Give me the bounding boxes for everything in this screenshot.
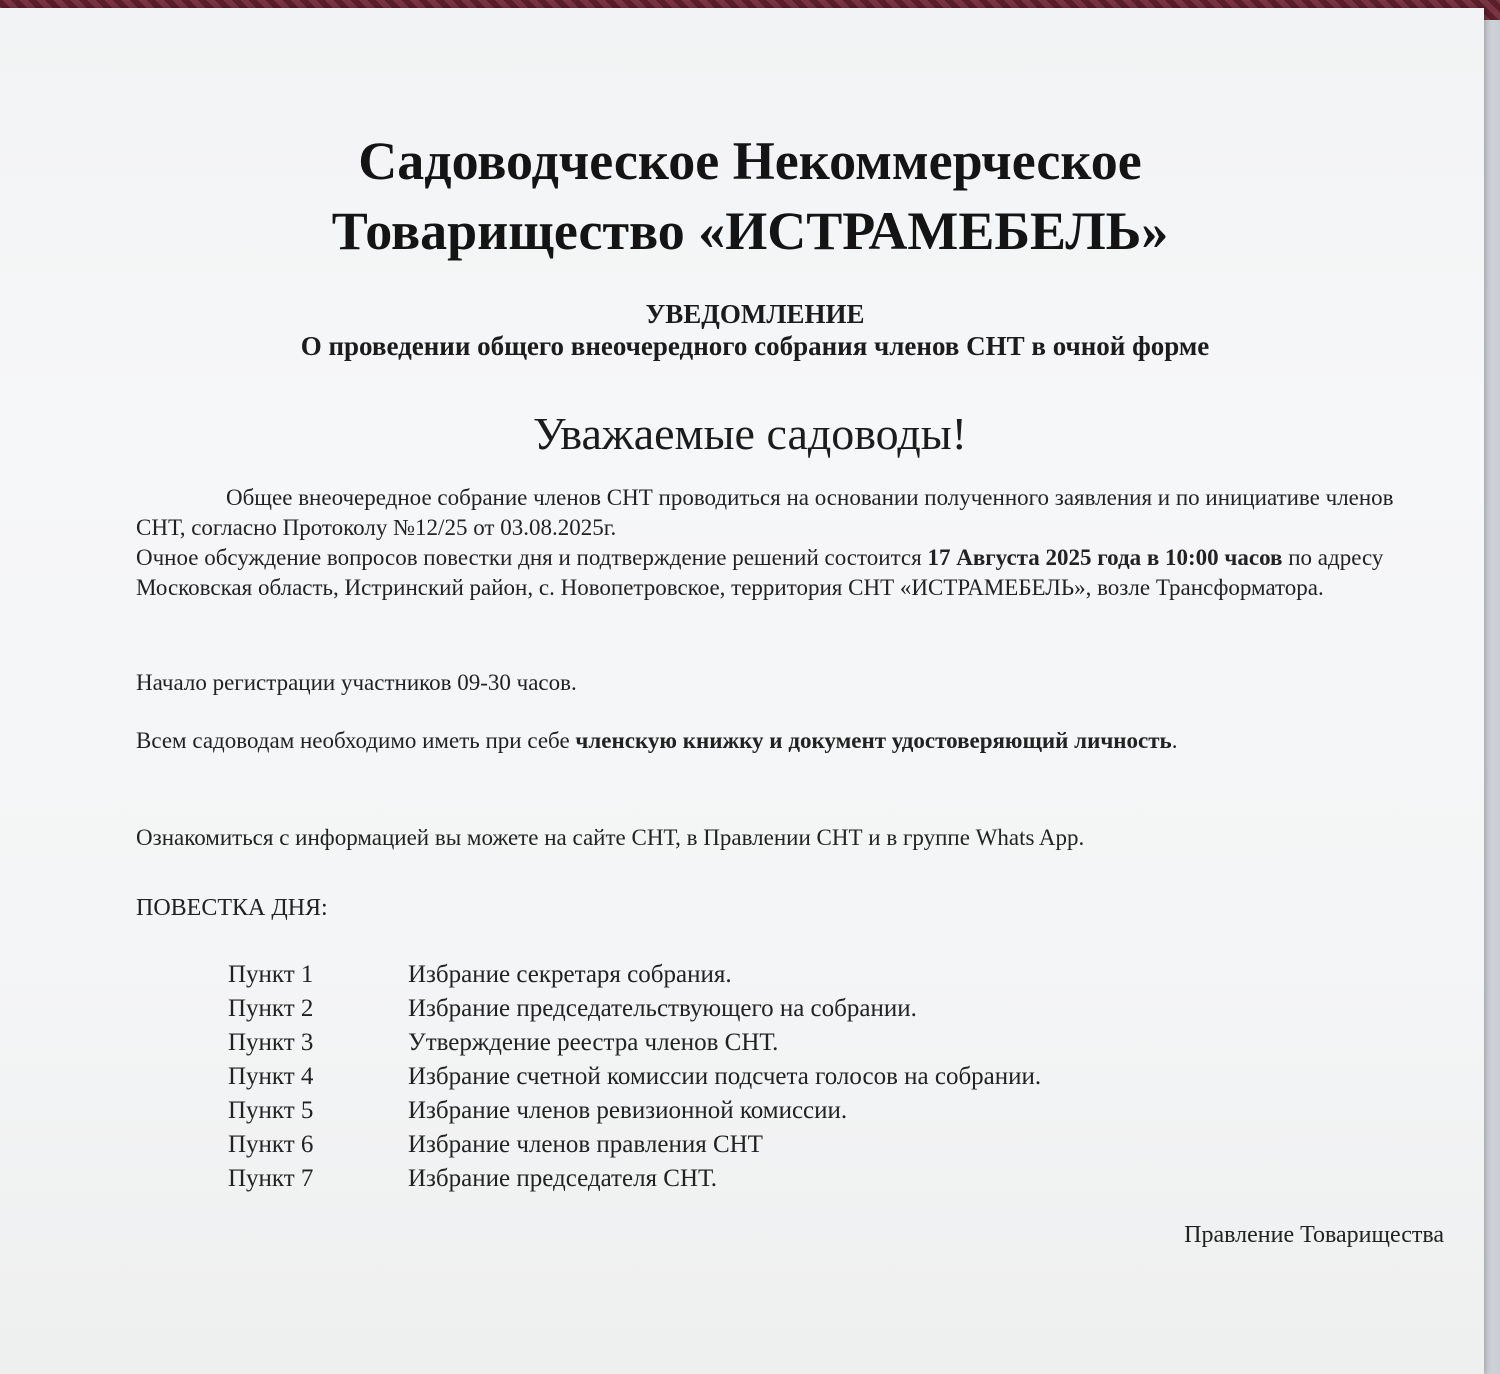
agenda-item-text: Избрание секретаря собрания. — [408, 961, 732, 988]
agenda-item-text: Избрание счетной комиссии подсчета голосов на собрании. — [408, 1063, 1042, 1090]
paragraph-meeting-basis: Общее внеочередное собрание членов СНТ проводиться на основании полученного заявления и по инициативе членов СНТ, согласно Протоколу №12/25 от 03.08.2025г. — [136, 485, 1394, 540]
agenda-item — [228, 1094, 1228, 1128]
agenda-item-text: Избрание председателя СНТ. — [408, 1165, 718, 1192]
agenda-item-number: Пункт 3 — [228, 1029, 314, 1056]
paragraph2-lead: Очное обсуждение вопросов повестки дня и подтверждение решений состоится — [136, 545, 928, 570]
notice-label: УВЕДОМЛЕНИЕ — [645, 299, 865, 329]
title-line-1: Садоводческое Некоммерческое — [358, 131, 1142, 191]
agenda-item-number: Пункт 2 — [228, 995, 314, 1022]
agenda-item-number: Пункт 1 — [228, 961, 314, 988]
greeting: Уважаемые садоводы! — [533, 408, 967, 459]
agenda-item-number: Пункт 5 — [228, 1097, 314, 1124]
notice-heading — [180, 298, 1330, 362]
agenda-item — [228, 1128, 1228, 1162]
paragraph-documents — [136, 726, 1396, 756]
agenda-list — [228, 958, 1228, 1196]
agenda-item-text: Избрание членов ревизионной комиссии. — [408, 1097, 848, 1124]
paragraph-info: Ознакомиться с информацией вы можете на сайте СНТ, в Правлении СНТ и в группе Whats App. — [136, 825, 1085, 850]
meeting-datetime: 17 Августа 2025 года в 10:00 часов — [927, 545, 1283, 570]
notice-subtitle: О проведении общего внеочередного собрания членов СНТ в очной форме — [300, 331, 1210, 361]
agenda-item — [228, 1162, 1228, 1196]
agenda-item-number: Пункт 7 — [228, 1165, 314, 1192]
paragraph-meeting-time-place — [136, 543, 1396, 603]
agenda-item-number: Пункт 6 — [228, 1131, 314, 1158]
agenda-item — [228, 1026, 1228, 1060]
paragraph2-address: по адресу Московская область, Истринский район, с. Новопетровское, территория СНТ «ИСТРАМЕБЕЛЬ», возле Трансформатора. — [136, 545, 1384, 600]
documents-tail: . — [1171, 728, 1178, 753]
paragraph-registration: Начало регистрации участников 09-30 часов. — [136, 670, 577, 695]
agenda-item-text: Избрание членов правления СНТ — [408, 1131, 763, 1158]
agenda-item-text: Избрание председательствующего на собрании. — [408, 995, 917, 1022]
title-line-2: Товарищество «ИСТРАМЕБЕЛЬ» — [331, 201, 1169, 261]
agenda-item-text: Утверждение реестра членов СНТ. — [408, 1029, 779, 1056]
agenda-item — [228, 992, 1228, 1026]
agenda-title: ПОВЕСТКА ДНЯ: — [136, 895, 328, 921]
organization-title — [150, 126, 1350, 266]
agenda-item — [228, 1060, 1228, 1094]
notice-sheet — [0, 8, 1484, 1374]
signature: Правление Товарищества — [1184, 1222, 1444, 1248]
agenda-item — [228, 958, 1228, 992]
documents-lead: Всем садоводам необходимо иметь при себе — [136, 728, 576, 753]
agenda-item-number: Пункт 4 — [228, 1063, 314, 1090]
documents-required: членскую книжку и документ удостоверяющий личность — [575, 728, 1172, 753]
